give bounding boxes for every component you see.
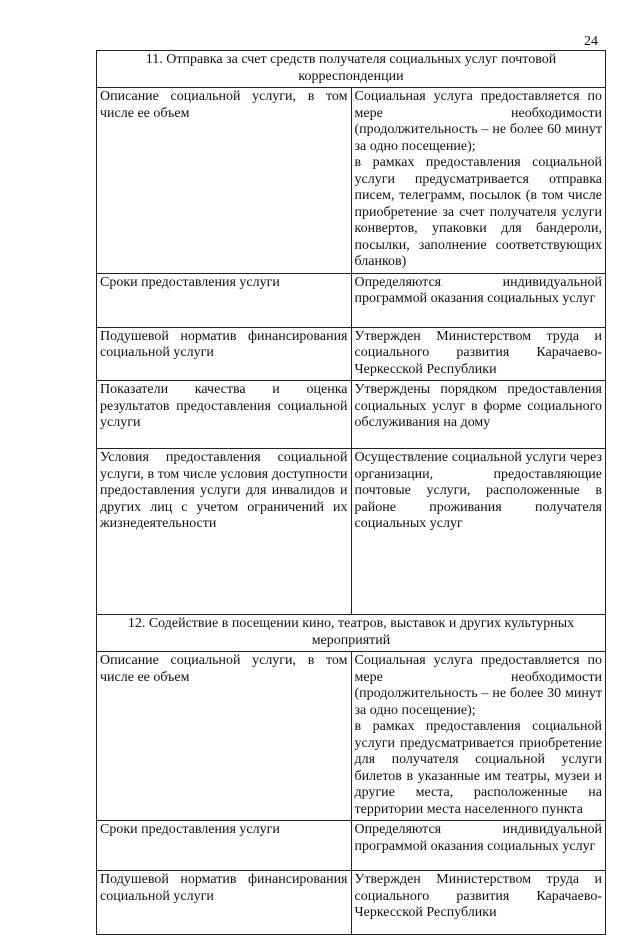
value-paragraph: Утвержден Министерством труда и социального развития Карачаево-Черкесской Республики xyxy=(354,872,602,920)
row-label: Показатели качества и оценка результатов предоставления социальной услуги xyxy=(97,381,352,449)
value-paragraph: Социальная услуга предоставляется по мере необходимости (продолжительность – не более 30 минут за одно посещение); xyxy=(354,653,602,718)
table-row xyxy=(97,871,606,935)
value-paragraph: Осуществление социальной услуги через организации, предоставляющие почтовые услуги, расположенные в районе проживания получателя социальных услуг xyxy=(354,450,602,531)
page-number: 24 xyxy=(584,34,598,49)
row-label: Сроки предоставления услуги xyxy=(97,273,352,327)
row-value xyxy=(351,88,606,274)
value-paragraph: Социальная услуга предоставляется по мере необходимости (продолжительность – не более 60 минут за одно посещение); xyxy=(354,89,602,154)
section-heading-row xyxy=(97,51,606,88)
value-paragraph: Определяются индивидуальной программой оказания социальных услуг xyxy=(354,822,602,854)
value-paragraph: Утверждены порядком предоставления социальных услуг в форме социального обслуживания на дому xyxy=(354,382,602,430)
table-row xyxy=(97,381,606,449)
table-row xyxy=(97,449,606,615)
value-paragraph: Утвержден Министерством труда и социального развития Карачаево-Черкесской Республики xyxy=(354,328,602,377)
row-value xyxy=(351,871,606,935)
table-row xyxy=(97,652,606,821)
services-table xyxy=(96,50,606,935)
row-value xyxy=(351,449,606,615)
row-label: Условия предоставления социальной услуги, в том числе условия доступности предоставления услуги для инвалидов и других лиц с учетом ограничений их жизнедеятельности xyxy=(97,449,352,615)
value-paragraph: в рамках предоставления социальной услуги предусматривается отправка писем, телеграмм, посылок (в том числе приобретение за счет получателя услуги конвертов, упаковки для бандероли, посылки, заполнение соответствующих бланков) xyxy=(354,155,602,269)
value-paragraph: Определяются индивидуальной программой оказания социальных услуг xyxy=(354,274,602,306)
row-label: Описание социальной услуги, в том числе ее объем xyxy=(97,652,352,821)
row-value xyxy=(351,381,606,449)
table-row xyxy=(97,88,606,274)
row-label: Подушевой норматив финансирования социальной услуги xyxy=(97,327,352,381)
row-value xyxy=(351,652,606,821)
section-heading: 12. Содействие в посещении кино, театров, выставок и других культурных мероприятий xyxy=(97,615,606,652)
row-value xyxy=(351,821,606,871)
row-value xyxy=(351,327,606,381)
section-heading: 11. Отправка за счет средств получателя социальных услуг почтовой корреспонденции xyxy=(97,51,606,88)
row-value xyxy=(351,273,606,327)
table-row xyxy=(97,821,606,871)
value-paragraph: в рамках предоставления социальной услуги предусматривается приобретение для получателя социальной услуги билетов в указанные им театры, музеи и другие места, расположенные на территории места населенного пункта xyxy=(354,719,602,817)
row-label: Подушевой норматив финансирования социальной услуги xyxy=(97,871,352,935)
row-label: Сроки предоставления услуги xyxy=(97,821,352,871)
table-row xyxy=(97,273,606,327)
section-heading-row xyxy=(97,615,606,652)
table-row xyxy=(97,327,606,381)
row-label: Описание социальной услуги, в том числе ее объем xyxy=(97,88,352,274)
